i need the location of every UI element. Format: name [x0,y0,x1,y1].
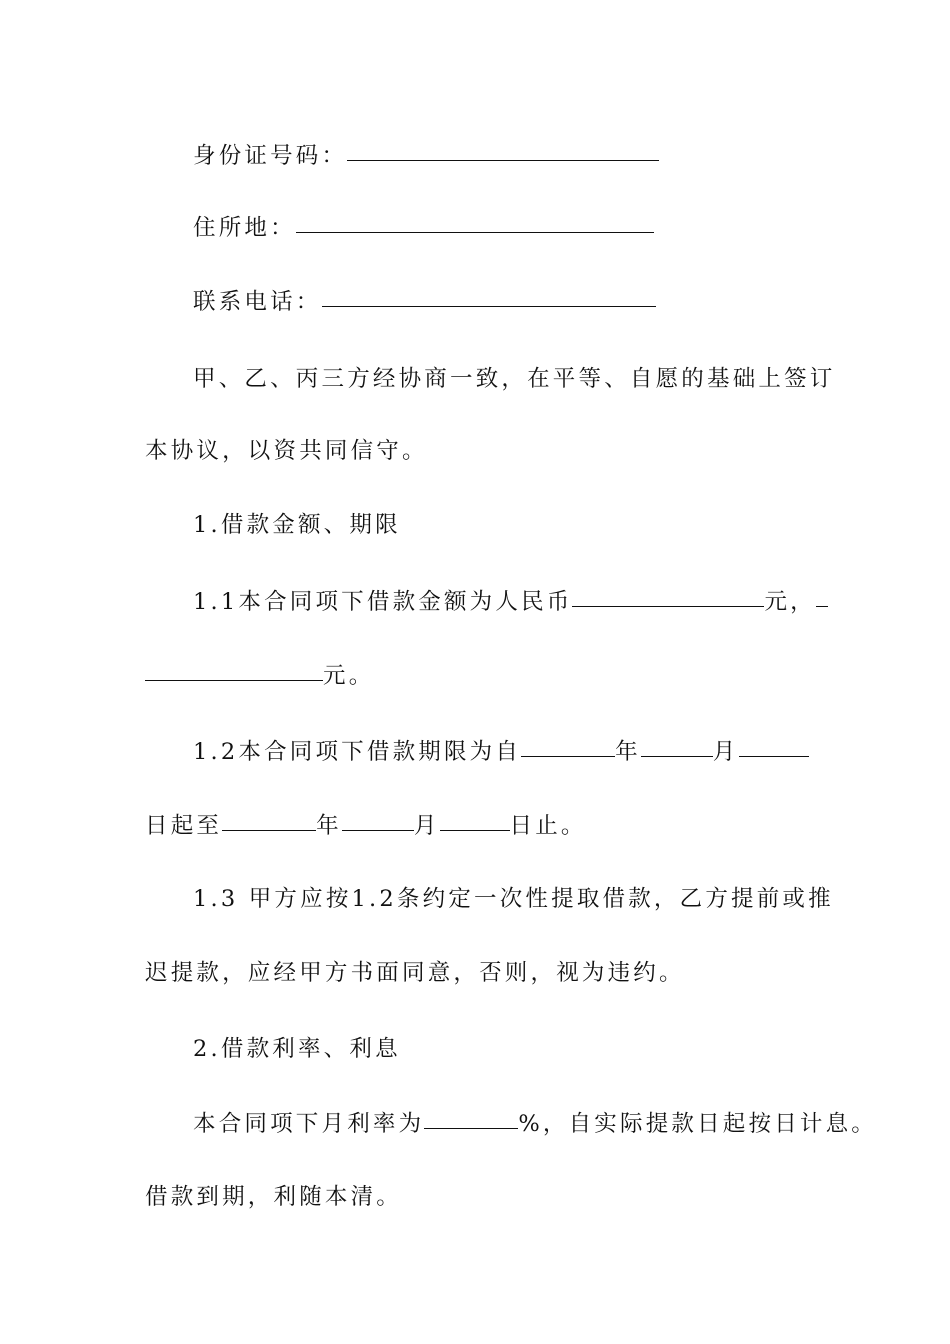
phone-line [193,286,656,317]
clause-1-2-text-b: 日起至 [145,813,223,839]
start-year-blank[interactable] [521,734,615,757]
clause-2-text-b: %，自实际提款日起按日计息。 [518,1111,877,1137]
clause-1-3-line-2 [145,958,685,988]
phone-blank[interactable] [322,284,656,307]
loan-amount-words-blank[interactable] [145,658,323,681]
intro-paragraph-line-1 [193,364,836,394]
clause-1-1-line-1 [193,586,828,617]
clause-1-1-line-2 [145,660,374,691]
clause-1-2-line-2 [145,810,587,841]
section-1-title-text: 1.借款金额、期限 [193,512,401,538]
clause-1-3-text-a: 1.3 甲方应按1.2条约定一次性提取借款，乙方提前或推 [193,886,834,912]
clause-2-text-c: 借款到期，利随本清。 [145,1184,403,1210]
start-month-blank[interactable] [641,734,713,757]
section-2-title-text: 2.借款利率、利息 [193,1036,401,1062]
start-day-blank[interactable] [739,734,809,757]
id-number-line [193,140,659,171]
clause-1-2-text-c: 日止。 [509,813,587,839]
address-blank[interactable] [296,210,654,233]
intro-paragraph-line-2 [145,436,428,466]
intro-text-1: 甲、乙、丙三方经协商一致，在平等、自愿的基础上签订 [193,366,836,392]
id-number-blank[interactable] [347,138,659,161]
end-year-blank[interactable] [222,808,316,831]
clause-2-text-a: 本合同项下月利率为 [193,1111,425,1137]
monthly-rate-blank[interactable] [424,1106,518,1129]
clause-2-line-1 [193,1108,877,1139]
address-label: 住所地： [193,215,296,241]
clause-1-3-text-b: 迟提款，应经甲方书面同意，否则，视为违约。 [145,960,685,986]
clause-1-1-text-c: 元。 [323,663,375,689]
phone-label: 联系电话： [193,289,322,315]
clause-1-1-text-b: 元， [764,589,816,615]
id-number-label: 身份证号码： [193,143,348,169]
clause-1-2-text-a: 1.2本合同项下借款期限为自 [193,739,522,765]
end-day-blank[interactable] [440,808,510,831]
section-2-title [193,1034,401,1064]
loan-amount-blank[interactable] [572,584,764,607]
year-label: 年 [615,739,641,765]
month-label: 月 [413,813,440,839]
section-1-title [193,510,401,540]
clause-1-3-line-1 [193,884,834,914]
end-month-blank[interactable] [342,808,414,831]
loan-amount-words-blank-start[interactable] [816,584,828,607]
clause-1-1-text-a: 1.1本合同项下借款金额为人民币 [193,589,573,615]
month-label: 月 [712,739,739,765]
address-line [193,212,654,243]
intro-text-2: 本协议，以资共同信守。 [145,438,428,464]
year-label: 年 [316,813,342,839]
clause-2-line-2 [145,1182,402,1212]
clause-1-2-line-1 [193,736,809,767]
